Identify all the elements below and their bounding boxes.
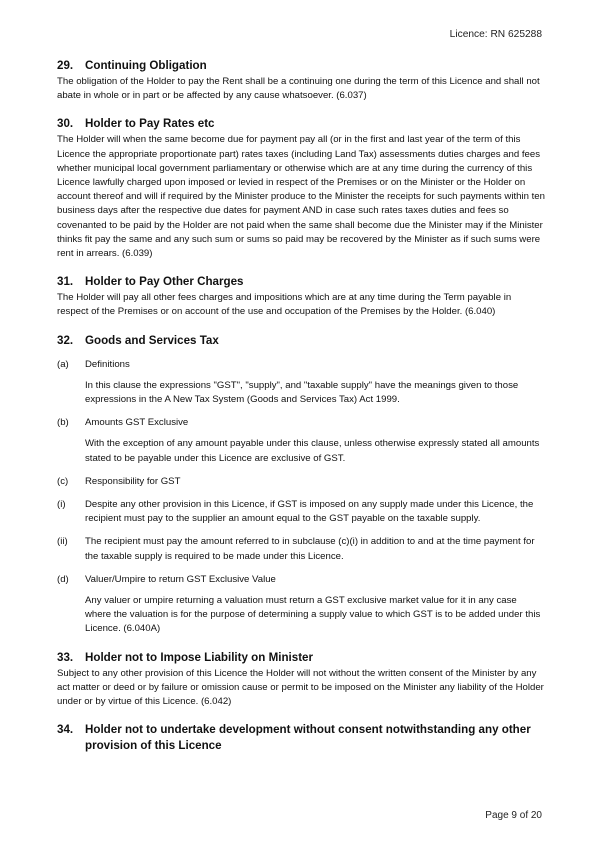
section-title: Holder to Pay Rates etc [85,117,215,131]
section-heading [57,722,545,754]
clause-item-c [57,475,545,489]
section-number: 31. [57,275,74,289]
clause-label: (c) [57,475,69,487]
section-heading [57,333,545,349]
clause-label: (a) [57,358,69,370]
clause-text: The recipient must pay the amount referred to in subclause (c)(i) in addition to and at the time payment for the taxable supply is required to be made under this Licence. [85,536,535,562]
clause-paragraph: In this clause the expressions "GST", "supply", and "taxable supply" have the meanings given to those expressions in the A New Tax System (Goods and Services Tax) Act 1999. [85,379,519,406]
section-30 [57,116,545,261]
section-paragraph: Subject to any other provision of this Licence the Holder will not without the written consent of the Minister by any act matter or deed or by failure or omission cause or permit to be imposed on the Minister any liability of the Holder under or by virtue of this Licence. (6.042) [57,667,544,708]
section-31 [57,274,545,319]
document-body [57,58,545,767]
section-heading [57,58,545,74]
section-number: 34. [57,723,74,737]
clause-label: (b) [57,417,69,429]
section-paragraph: The Holder will when the same become due for payment pay all (or in the first and last year of the term of this Licence the appropriate proportionate part) rates taxes (including Land Tax) assessments duties charges and fees whether municipal local government parliamentary or otherwise which are at any time during the currency of this Licence lawfully charged upon imposed or levied in respect of the Premises or on the Minister or the Holder on account thereof and will if required by the Minister produce to the Minister the receipts for such payments within ten business days after the respective due dates for payment AND in case such rates taxes duties and fees so covenanted to be paid by the Holder are not paid when the same shall become due the Minister may if the Minister thinks fit pay the same and any such sum or sums so paid may be recovered by the Minister as if such sums were rent in arrears. (6.039) [57,134,545,260]
clause-item-d [57,573,545,587]
section-34 [57,722,545,754]
licence-reference: Licence: RN 625288 [449,29,542,40]
clause-item-i [57,498,545,526]
section-33 [57,650,545,710]
section-title: Holder to Pay Other Charges [85,275,244,289]
section-number: 33. [57,650,74,664]
clause-label: (ii) [57,536,68,548]
section-title: Holder not to Impose Liability on Minister [85,650,314,664]
section-29 [57,58,545,103]
clause-item-b [57,416,545,430]
section-title: Holder not to undertake development without consent notwithstanding any other provision of this Licence [85,723,531,753]
section-heading [57,116,545,132]
clause-paragraph: Any valuer or umpire returning a valuation must return a GST exclusive market value for it in any case where the valuation is for the purpose of determining a supply value to which GST is to be added under this Licence. (6.040A) [85,595,541,635]
clause-text: Despite any other provision in this Licence, if GST is imposed on any supply made under this Licence, the recipient must pay to the supplier an amount equal to the GST payable on the taxable supply. [85,499,534,525]
section-paragraph: The obligation of the Holder to pay the Rent shall be a continuing one during the term of this Licence and shall not abate in whole or in part or be affected by any cause whatsoever. (6.037) [57,76,540,102]
clause-paragraph: With the exception of any amount payable under this clause, unless otherwise expressly stated all amounts stated to be payable under this Licence are exclusive of GST. [85,438,540,464]
clause-label: (i) [57,499,66,511]
section-heading [57,650,545,666]
page-number: Page 9 of 20 [485,810,542,821]
clause-label: (d) [57,573,69,585]
clause-heading: Definitions [85,358,130,370]
clause-item-a [57,358,545,372]
section-paragraph: The Holder will pay all other fees charges and impositions which are at any time during the Term payable in respect of the Premises or on account of the use and occupation of the Premises by the Holder. (6.040) [57,292,512,318]
section-32 [57,333,545,637]
section-title: Goods and Services Tax [85,333,219,347]
clause-item-ii [57,535,545,563]
section-number: 29. [57,59,74,72]
section-number: 32. [57,333,74,347]
section-number: 30. [57,117,74,131]
clause-heading: Amounts GST Exclusive [85,417,189,429]
section-title: Continuing Obligation [85,59,207,72]
clause-heading: Responsibility for GST [85,475,181,487]
section-heading [57,274,545,290]
clause-heading: Valuer/Umpire to return GST Exclusive Value [85,573,276,585]
